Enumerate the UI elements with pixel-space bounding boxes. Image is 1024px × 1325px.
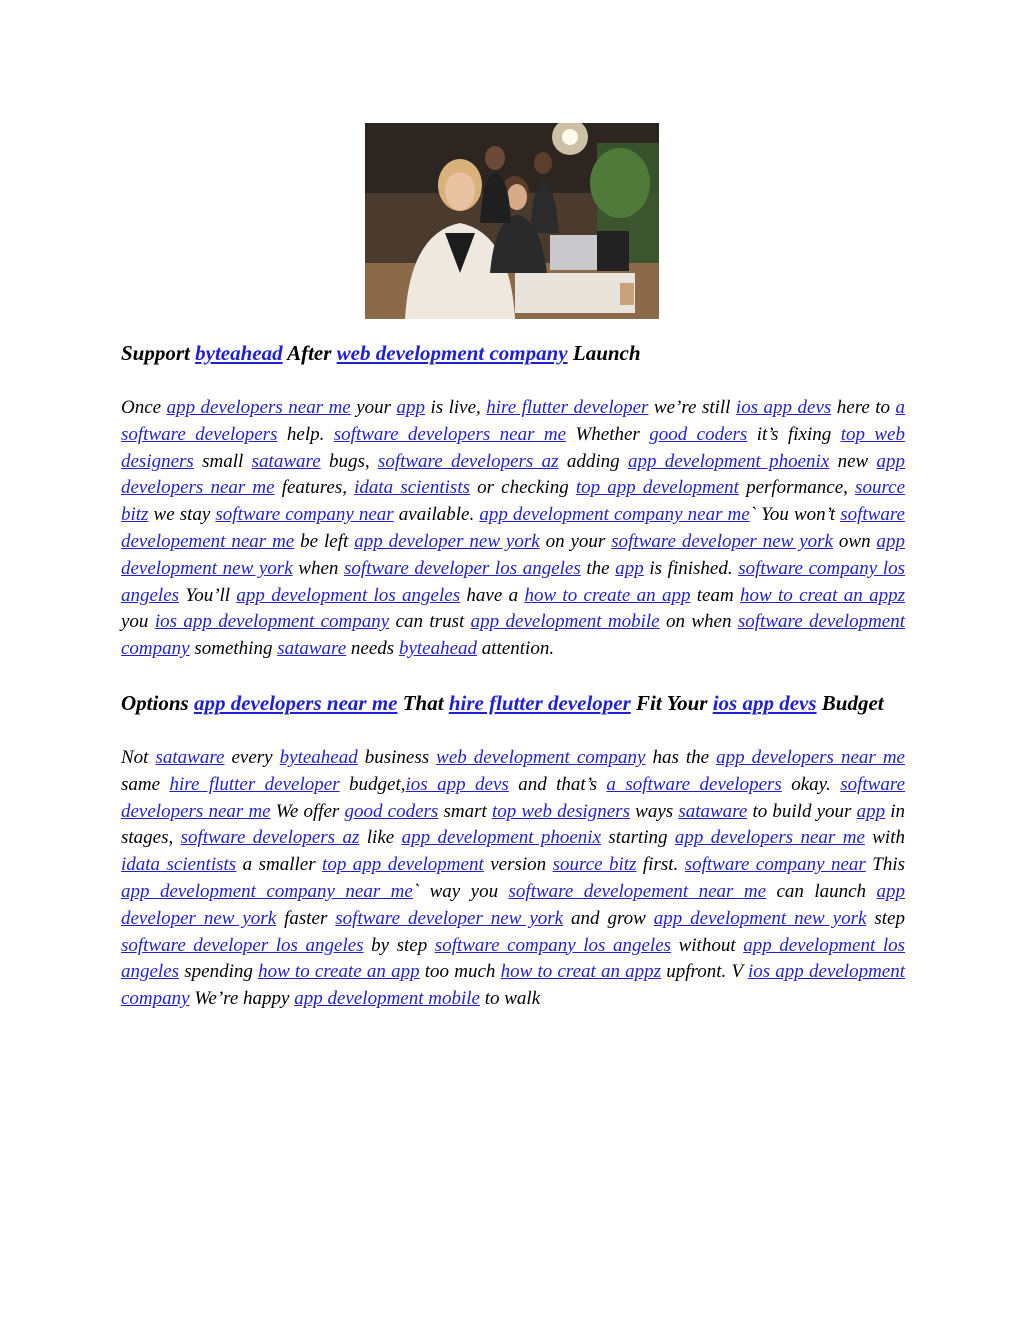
inline-link[interactable]: software developer new york	[335, 907, 564, 929]
inline-link[interactable]: ios app devs	[735, 397, 832, 418]
inline-link[interactable]: app development los angeles	[121, 934, 905, 983]
inline-link[interactable]: how to creat an appz	[740, 584, 905, 606]
inline-link[interactable]: software company los angeles	[121, 557, 905, 606]
inline-link[interactable]: app development mobile	[294, 988, 480, 1010]
inline-link[interactable]: how to creat an appz	[500, 961, 662, 983]
inline-link[interactable]: ios app development company	[154, 611, 390, 633]
inline-link[interactable]: software developers near me	[121, 773, 905, 822]
inline-link[interactable]: ios app devs	[712, 690, 817, 715]
inline-link[interactable]: software developers az	[377, 450, 559, 472]
inline-link[interactable]: software development company	[121, 611, 906, 660]
inline-link[interactable]: software company near	[215, 504, 394, 526]
inline-link[interactable]: software developers az	[180, 827, 360, 849]
section-heading: Support byteahead After web development company Launch	[121, 341, 641, 365]
inline-link[interactable]: app development new york	[653, 907, 867, 929]
inline-link[interactable]: app developer new york	[354, 530, 540, 552]
inline-link[interactable]: app development new york	[121, 530, 905, 579]
inline-link[interactable]: app development company near me	[121, 880, 413, 902]
inline-link[interactable]: software company near	[684, 854, 866, 876]
inline-link[interactable]: good coders	[649, 423, 748, 445]
photo-illustration	[365, 123, 659, 319]
inline-link[interactable]: source bitz	[552, 854, 637, 876]
document-body	[121, 338, 905, 1013]
inline-link[interactable]: app	[856, 800, 886, 822]
inline-link[interactable]: software developers near me	[333, 423, 567, 445]
inline-link[interactable]: sataware	[251, 450, 321, 472]
inline-link[interactable]: app	[396, 397, 426, 418]
inline-link[interactable]: software developer los angeles	[121, 934, 364, 956]
section-paragraph: Not sataware every byteahead business web development company has the app developers near me same hire flutter developer budget,ios app devs and that’s a software developers okay. software developers near me We offer good coders smart top web designers ways sataware to build your app in stages, software developers az like app development phoenix starting app developers near me with idata scientists a smaller top app development version source bitz first. software company near This app development company near me` way you software developement near me can launch app developer new york faster software developer new york and grow app development new york step software developer los angeles by step software company los angeles without app development los angeles spending how to create an app too much how to creat an appz upfront. V ios app development company We’re happy app development mobile to walk	[121, 746, 906, 1010]
inline-link[interactable]: byteahead	[398, 638, 478, 660]
inline-link[interactable]: app developers near me	[121, 450, 906, 499]
inline-link[interactable]: app developers near me	[193, 690, 398, 715]
inline-link[interactable]: how to create an app	[524, 584, 691, 606]
inline-link[interactable]: good coders	[344, 800, 439, 822]
inline-link[interactable]: software developer los angeles	[344, 557, 581, 579]
inline-link[interactable]: app developers near me	[716, 746, 905, 768]
inline-link[interactable]: app	[615, 557, 644, 579]
inline-link[interactable]: idata scientists	[121, 854, 237, 876]
inline-link[interactable]: sataware	[678, 800, 748, 822]
inline-link[interactable]: app development company near me	[479, 504, 750, 526]
inline-link[interactable]: byteahead	[195, 341, 283, 365]
inline-link[interactable]: software developement near me	[121, 504, 905, 552]
office-team-photo	[365, 123, 659, 319]
inline-link[interactable]: app development phoenix	[401, 827, 602, 849]
inline-link[interactable]: app development los angeles	[236, 584, 461, 606]
inline-link[interactable]: sataware	[155, 746, 225, 768]
inline-link[interactable]: how to create an app	[258, 961, 420, 983]
inline-link[interactable]: top app development	[575, 477, 739, 499]
inline-link[interactable]: hire flutter developer	[486, 397, 649, 418]
inline-link[interactable]: top web designers	[491, 800, 630, 822]
inline-link[interactable]: software developer new york	[611, 530, 833, 552]
inline-link[interactable]: sataware	[277, 638, 347, 660]
inline-link[interactable]: app development phoenix	[627, 450, 830, 472]
inline-link[interactable]: ios app devs	[405, 773, 509, 795]
inline-link[interactable]: idata scientists	[354, 477, 470, 499]
inline-link[interactable]: web development company	[336, 341, 568, 365]
inline-link[interactable]: software developement near me	[508, 880, 767, 902]
section-paragraph: Once app developers near me your app is live, hire flutter developer we’re still ios app devs here to a software developers help. software developers near me Whether good coders it’s fixing top web designers small sataware bugs, software developers az adding app development phoenix new app developers near me features, idata scientists or checking top app development performance, source bitz we stay software company near available. app development company near me` You won’t software developement near me be left app developer new york on your software developer new york own app development new york when software developer los angeles the app is finished. software company los angeles You’ll app development los angeles have a how to create an app team how to creat an appz you ios app development company can trust app development mobile on when software development company something sataware needs byteahead attention.	[121, 397, 906, 660]
inline-link[interactable]: ios app development company	[121, 961, 906, 1010]
section-heading: Options app developers near me That hire flutter developer Fit Your ios app devs Budget	[121, 690, 884, 715]
inline-link[interactable]: app developers near me	[674, 827, 865, 849]
inline-link[interactable]: app developers near me	[166, 397, 351, 418]
inline-link[interactable]: web development company	[436, 746, 646, 768]
inline-link[interactable]: hire flutter developer	[169, 773, 340, 795]
inline-link[interactable]: software company los angeles	[434, 934, 672, 956]
inline-link[interactable]: top app development	[322, 854, 484, 876]
inline-link[interactable]: hire flutter developer	[448, 690, 631, 715]
inline-link[interactable]: app developer new york	[121, 880, 905, 929]
inline-link[interactable]: app development mobile	[470, 611, 660, 633]
inline-link[interactable]: source bitz	[121, 477, 905, 526]
inline-link[interactable]: a software developers	[606, 773, 782, 795]
inline-link[interactable]: a software developers	[121, 397, 906, 445]
inline-link[interactable]: top web designers	[121, 423, 905, 472]
inline-link[interactable]: byteahead	[279, 746, 358, 768]
